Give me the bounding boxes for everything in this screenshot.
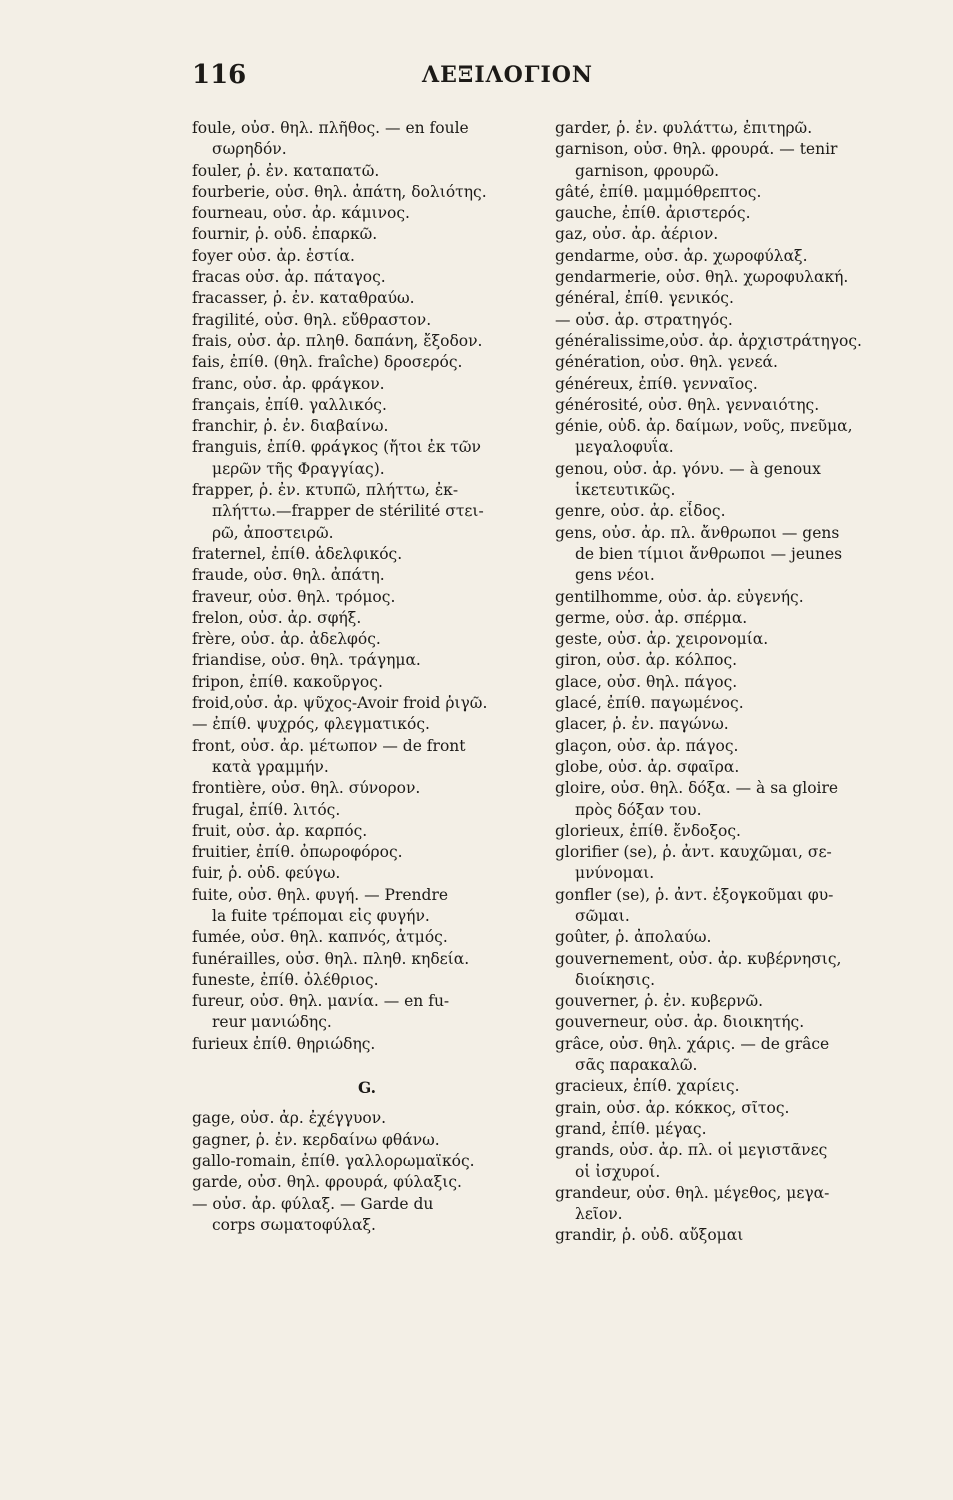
dictionary-line: fourneau, οὐσ. ἀρ. κάμινος. — [192, 204, 410, 223]
section-letter: G. — [357, 1078, 377, 1098]
page-number: 116 — [192, 60, 247, 90]
dictionary-line: gens, οὐσ. ἀρ. πλ. ἄνθρωποι — gens — [555, 523, 840, 542]
dictionary-line: fournir, ῥ. οὐδ. ἐπαρκῶ. — [192, 225, 378, 244]
dictionary-line: fuir, ῥ. οὐδ. φεύγω. — [192, 864, 341, 883]
dictionary-line: grain, οὐσ. ἀρ. κόκκος, σῖτος. — [555, 1098, 790, 1117]
running-title: ΛΕΞΙΛΟΓΙΟΝ — [422, 62, 594, 88]
dictionary-line: — οὐσ. ἀρ. στρατηγός. — [555, 310, 733, 329]
dictionary-line: frère, οὐσ. ἀρ. ἀδελφός. — [192, 630, 381, 649]
dictionary-line: gouverneur, οὐσ. ἀρ. διοικητής. — [555, 1013, 805, 1032]
dictionary-line: généreux, ἐπίθ. γενναῖος. — [555, 374, 758, 393]
dictionary-line: οἱ ἰσχυροί. — [575, 1162, 661, 1181]
left-column — [192, 118, 542, 1236]
dictionary-line: giron, οὐσ. ἀρ. κόλπος. — [555, 651, 738, 670]
dictionary-line: globe, οὐσ. ἀρ. σφαῖρα. — [555, 757, 740, 776]
dictionary-line: glace, οὐσ. θηλ. πάγος. — [555, 672, 738, 691]
dictionary-line: génie, οὐδ. ἀρ. δαίμων, νοῦς, πνεῦμα, — [555, 417, 853, 436]
dictionary-line: gâté, ἐπίθ. μαμμόθρεπτος. — [555, 182, 762, 201]
dictionary-line: genou, οὐσ. ἀρ. γόνυ. — à genoux — [555, 459, 821, 478]
dictionary-line: glaçon, οὐσ. ἀρ. πάγος. — [555, 736, 739, 755]
dictionary-line: πρὸς δόξαν του. — [575, 800, 702, 819]
dictionary-line: fraveur, οὐσ. θηλ. τρόμος. — [192, 587, 396, 606]
dictionary-line: geste, οὐσ. ἀρ. χειρονομία. — [555, 630, 769, 649]
dictionary-line: généralissime,οὐσ. ἀρ. ἀρχιστράτηγος. — [555, 331, 862, 350]
dictionary-line: κατὰ γραμμήν. — [212, 757, 329, 776]
dictionary-line: gendarme, οὐσ. ἀρ. χωροφύλαξ. — [555, 246, 808, 265]
dictionary-line: garde, οὐσ. θηλ. φρουρά, φύλαξις. — [192, 1173, 462, 1192]
dictionary-line: froid,οὐσ. ἀρ. ψῦχος-Avoir froid ῥιγῶ. — [192, 694, 488, 713]
dictionary-line: gouvernement, οὐσ. ἀρ. κυβέρνησις, — [555, 949, 842, 968]
dictionary-line: gendarmerie, οὐσ. θηλ. χωροφυλακή. — [555, 268, 849, 287]
dictionary-line: fragilité, οὐσ. θηλ. εὔθραστον. — [192, 310, 432, 329]
dictionary-line: fourberie, οὐσ. θηλ. ἀπάτη, δολιότης. — [192, 182, 487, 201]
page-header — [192, 60, 872, 100]
dictionary-line: fureur, οὐσ. θηλ. μανία. — en fu- — [192, 992, 450, 1011]
right-column — [555, 118, 881, 1247]
dictionary-line: — οὐσ. ἀρ. φύλαξ. — Garde du — [192, 1194, 434, 1213]
dictionary-line: franc, οὐσ. ἀρ. φράγκον. — [192, 374, 385, 393]
dictionary-line: gauche, ἐπίθ. ἀριστερός. — [555, 204, 751, 223]
dictionary-line: fruitier, ἐπίθ. ὀπωροφόρος. — [192, 843, 403, 862]
dictionary-line: μνύνομαι. — [575, 864, 655, 883]
dictionary-line: λεῖον. — [575, 1205, 623, 1224]
dictionary-line: frais, οὐσ. ἀρ. πληθ. δαπάνη, ἔξοδον. — [192, 331, 483, 350]
dictionary-line: funeste, ἐπίθ. ὀλέθριος. — [192, 970, 379, 989]
dictionary-line: glacer, ῥ. ἐν. παγώνω. — [555, 715, 729, 734]
dictionary-line: πλήττω.—frapper de stérilité στει- — [212, 502, 484, 521]
dictionary-line: fumée, οὐσ. θηλ. καπνός, ἀτμός. — [192, 928, 448, 947]
dictionary-line: gouverner, ῥ. ἐν. κυβερνῶ. — [555, 992, 764, 1011]
dictionary-line: reur μανιώδης. — [212, 1013, 332, 1032]
dictionary-line: goûter, ῥ. ἀπολαύω. — [555, 928, 712, 947]
dictionary-line: ἱκετευτικῶς. — [575, 481, 676, 500]
dictionary-line: fraternel, ἐπίθ. ἀδελφικός. — [192, 544, 403, 563]
dictionary-line: gagner, ῥ. ἐν. κερδαίνω φθάνω. — [192, 1130, 440, 1149]
dictionary-line: grandir, ῥ. οὐδ. αὔξομαι — [555, 1226, 744, 1245]
dictionary-line: gentilhomme, οὐσ. ἀρ. εὐγενής. — [555, 587, 804, 606]
dictionary-line: fais, ἐπίθ. (θηλ. fraîche) δροσερός. — [192, 353, 463, 372]
dictionary-line: διοίκησις. — [575, 970, 656, 989]
dictionary-line: gracieux, ἐπίθ. χαρίεις. — [555, 1077, 740, 1096]
dictionary-line: μεγαλοφυΐα. — [575, 438, 674, 457]
dictionary-line: furieux ἐπίθ. θηριώδης. — [192, 1034, 376, 1053]
dictionary-line: gaz, οὐσ. ἀρ. ἀέριον. — [555, 225, 719, 244]
dictionary-line: gage, οὐσ. ἀρ. ἐχέγγυον. — [192, 1109, 387, 1128]
dictionary-line: corps σωματοφύλαξ. — [212, 1215, 376, 1234]
dictionary-line: genre, οὐσ. ἀρ. εἶδος. — [555, 502, 726, 521]
dictionary-line: front, οὐσ. ἀρ. μέτωπον — de front — [192, 736, 466, 755]
dictionary-line: grands, οὐσ. ἀρ. πλ. οἱ μεγιστᾶνες — [555, 1141, 828, 1160]
dictionary-line: σῶμαι. — [575, 906, 630, 925]
dictionary-line: fracas οὐσ. ἀρ. πάταγος. — [192, 268, 386, 287]
dictionary-line: germe, οὐσ. ἀρ. σπέρμα. — [555, 608, 748, 627]
dictionary-line: garder, ῥ. ἐν. φυλάττω, ἐπιτηρῶ. — [555, 119, 813, 137]
dictionary-line: fouler, ῥ. ἐν. καταπατῶ. — [192, 161, 380, 180]
dictionary-line: garnison, οὐσ. θηλ. φρουρά. — tenir — [555, 140, 838, 159]
dictionary-line: de bien τίμιοι ἄνθρωποι — jeunes — [575, 544, 843, 563]
dictionary-line: frelon, οὐσ. ἀρ. σφήξ. — [192, 608, 362, 627]
dictionary-line: — ἐπίθ. ψυχρός, φλεγματικός. — [192, 715, 430, 734]
dictionary-line: grand, ἐπίθ. μέγας. — [555, 1119, 707, 1138]
dictionary-line: garnison, φρουρῶ. — [575, 161, 720, 180]
dictionary-line: fripon, ἐπίθ. κακοῦργος. — [192, 672, 383, 691]
dictionary-line: franguis, ἐπίθ. φράγκος (ἤτοι ἐκ τῶν — [192, 438, 481, 457]
dictionary-line: grâce, οὐσ. θηλ. χάρις. — de grâce — [555, 1034, 830, 1053]
dictionary-line: génération, οὐσ. θηλ. γενεά. — [555, 353, 778, 372]
dictionary-line: glorieux, ἐπίθ. ἔνδοξος. — [555, 821, 741, 840]
dictionary-line: fruit, οὐσ. ἀρ. καρπός. — [192, 821, 368, 840]
dictionary-line: funérailles, οὐσ. θηλ. πληθ. κηδεία. — [192, 949, 470, 968]
dictionary-line: frapper, ῥ. ἐν. κτυπῶ, πλήττω, ἐκ- — [192, 481, 459, 500]
dictionary-line: gloire, οὐσ. θηλ. δόξα. — à sa gloire — [555, 779, 839, 798]
dictionary-line: gallo-romain, ἐπίθ. γαλλορωμαϊκός. — [192, 1151, 475, 1170]
dictionary-line: glorifier (se), ῥ. ἀντ. καυχῶμαι, σε- — [555, 843, 832, 862]
dictionary-line: σᾶς παρακαλῶ. — [575, 1056, 698, 1075]
dictionary-line: friandise, οὐσ. θηλ. τράγημα. — [192, 651, 421, 670]
dictionary-line: fracasser, ῥ. ἐν. καταθραύω. — [192, 289, 415, 308]
dictionary-line: fraude, οὐσ. θηλ. ἀπάτη. — [192, 566, 385, 585]
dictionary-line: frontière, οὐσ. θηλ. σύνορον. — [192, 779, 421, 798]
dictionary-line: grandeur, οὐσ. θηλ. μέγεθος, μεγα- — [555, 1183, 830, 1202]
dictionary-line: générosité, οὐσ. θηλ. γενναιότης. — [555, 395, 820, 414]
dictionary-line: la fuite τρέπομαι εἰς φυγήν. — [212, 906, 430, 925]
dictionary-line: gens νέοι. — [575, 566, 655, 585]
dictionary-line: ρῶ, ἀποστειρῶ. — [212, 523, 334, 542]
dictionary-line: français, ἐπίθ. γαλλικός. — [192, 395, 387, 414]
dictionary-line: général, ἐπίθ. γενικός. — [555, 289, 734, 308]
dictionary-line: franchir, ῥ. ἐν. διαβαίνω. — [192, 417, 389, 436]
dictionary-line: σωρηδόν. — [212, 140, 287, 159]
dictionary-line: frugal, ἐπίθ. λιτός. — [192, 800, 341, 819]
dictionary-line: fuite, οὐσ. θηλ. φυγή. — Prendre — [192, 885, 449, 904]
dictionary-line: foyer οὐσ. ἀρ. ἑστία. — [192, 246, 355, 265]
dictionary-line: glacé, ἐπίθ. παγωμένος. — [555, 694, 744, 713]
dictionary-line: gonfler (se), ῥ. ἀντ. ἐξογκοῦμαι φυ- — [555, 885, 834, 904]
dictionary-line: μερῶν τῆς Φραγγίας). — [212, 459, 385, 478]
dictionary-line: foule, οὐσ. θηλ. πλῆθος. — en foule — [192, 119, 469, 137]
